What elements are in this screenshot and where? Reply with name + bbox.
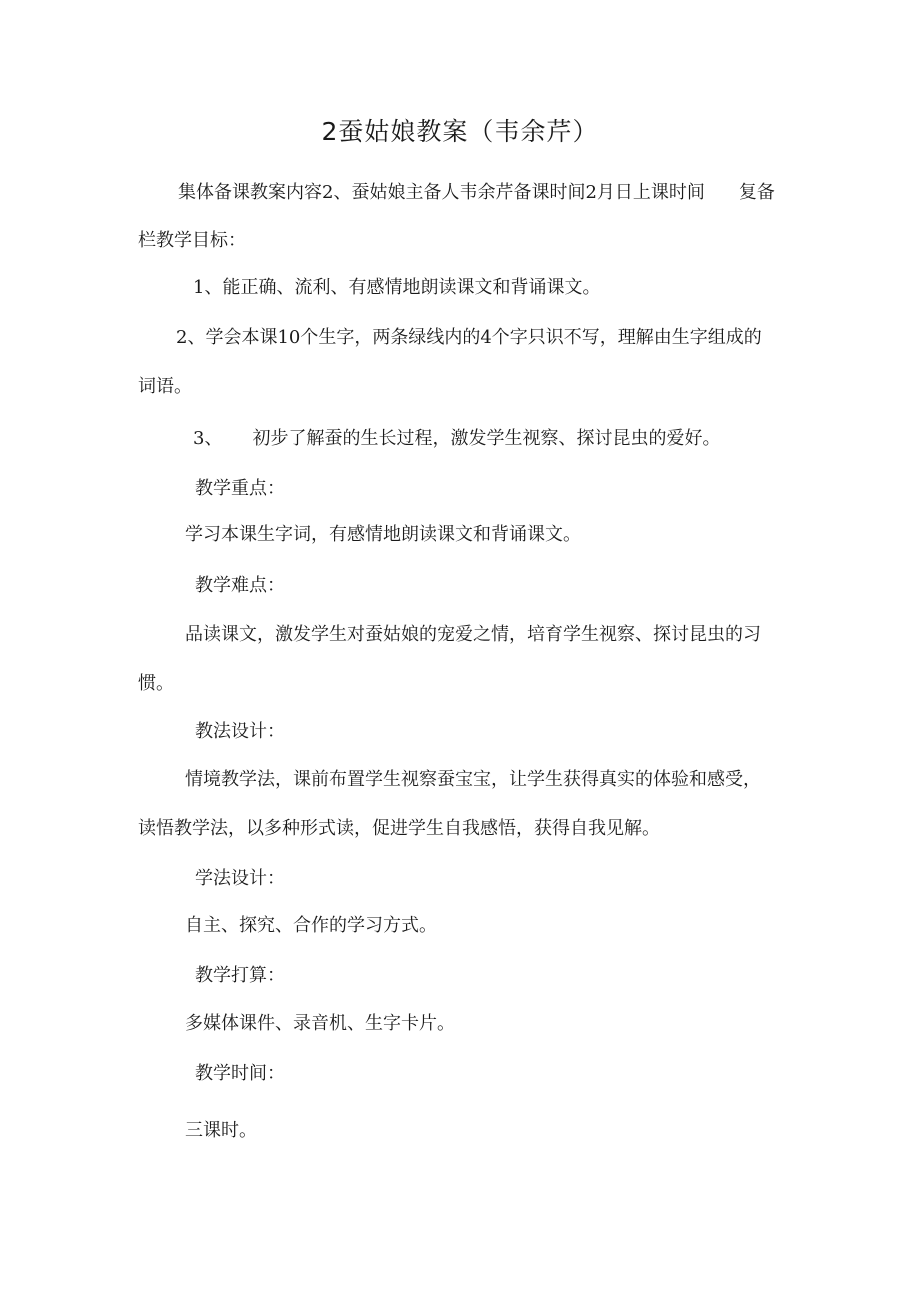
header-line-1-review: 复备 [738, 182, 775, 203]
difficulty-heading: 教学难点： [195, 575, 285, 596]
prep-heading: 教学打算： [195, 965, 285, 986]
document-title: 2蚕姑娘教案（韦余芹） [321, 117, 599, 146]
focus-text: 学习本课生字词，有感情地朗读课文和背诵课文。 [185, 524, 581, 545]
method-line-2: 读悟教学法，以多种形式读，促进学生自我感悟，获得自我见解。 [138, 818, 660, 839]
difficulty-line-2: 惯。 [138, 673, 174, 694]
goal-2-line-1: 2、学会本课10个生字，两条绿线内的4个字只识不写，理解由生字组成的 [176, 327, 762, 348]
goal-1: 1、能正确、流利、有感情地朗读课文和背诵课文。 [193, 277, 601, 298]
method-heading: 教法设计： [195, 721, 285, 742]
method-line-1: 情境教学法，课前布置学生视察蚕宝宝，让学生获得真实的体验和感受， [185, 769, 761, 790]
time-text: 三课时。 [185, 1120, 257, 1141]
prep-text: 多媒体课件、录音机、生字卡片。 [185, 1013, 455, 1034]
goal-3-text: 初步了解蚕的生长过程，激发学生视察、探讨昆虫的爱好。 [252, 428, 721, 449]
study-heading: 学法设计： [195, 868, 285, 889]
header-line-2: 栏教学目标： [138, 230, 246, 251]
goal-3 [193, 427, 720, 451]
study-text: 自主、探究、合作的学习方式。 [185, 915, 437, 936]
goal-3-number: 3、 [193, 428, 223, 449]
difficulty-line-1: 品读课文，激发学生对蚕姑娘的宠爱之情，培育学生视察、探讨昆虫的习 [185, 624, 761, 645]
time-heading: 教学时间： [195, 1063, 285, 1084]
header-line-1 [178, 181, 775, 205]
focus-heading: 教学重点： [195, 478, 285, 499]
header-line-1-text: 集体备课教案内容2、蚕姑娘主备人韦余芹备课时间2月日上课时间 [178, 182, 705, 203]
goal-2-line-2: 词语。 [138, 376, 192, 397]
